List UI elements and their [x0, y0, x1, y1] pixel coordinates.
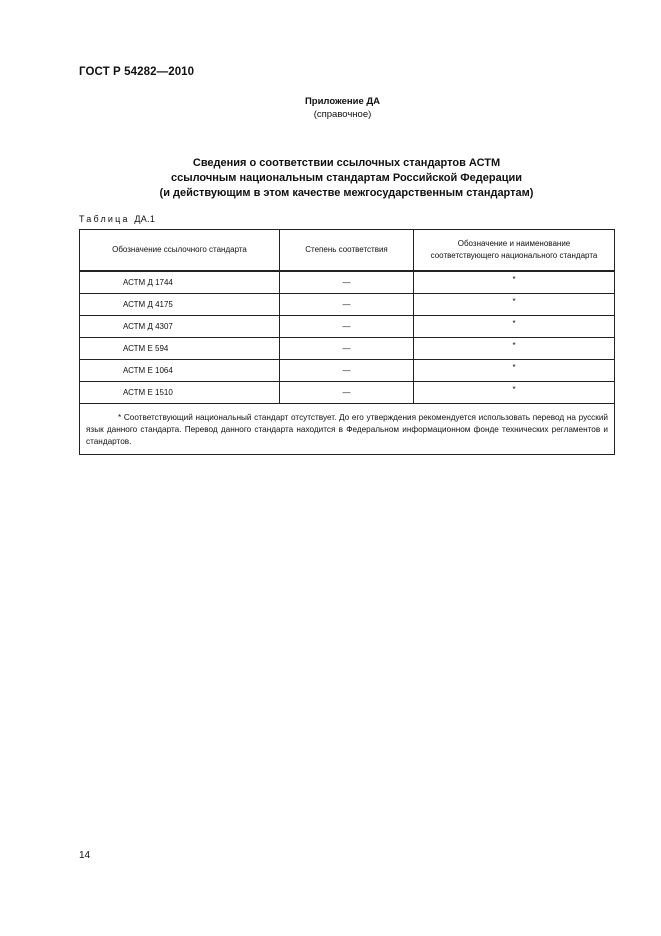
row-national-standard: [414, 382, 615, 404]
table-row: [80, 316, 615, 338]
footnote-marker: *: [512, 385, 516, 394]
row-standard-code: АСТМ Е 1510: [80, 382, 280, 404]
row-standard-code: АСТМ Д 4175: [80, 294, 280, 316]
document-code: ГОСТ Р 54282—2010: [79, 66, 195, 78]
row-national-standard: [414, 338, 615, 360]
table-row: [80, 271, 615, 294]
row-standard-code: АСТМ Д 4307: [80, 316, 280, 338]
footnote-text: * Соответствующий национальный стандарт отсутствует. До его утверждения рекомендуется использовать перевод на русский язык данного стандарта. Перевод данного стандарта находится в Федеральном информационном фонде технических регламентов и стандартов.: [86, 413, 608, 446]
table-row: [80, 360, 615, 382]
table-header-row: [80, 230, 615, 272]
row-national-standard: [414, 271, 615, 294]
row-national-standard: [414, 316, 615, 338]
header-national-standard-line-2: соответствующего национального стандарта: [430, 251, 598, 260]
heading-line-1: Сведения о соответствии ссылочных стандартов АСТМ: [192, 157, 501, 169]
row-national-standard: [414, 294, 615, 316]
row-degree: —: [280, 316, 414, 338]
row-degree: —: [280, 382, 414, 404]
table-caption: [79, 214, 155, 224]
row-degree: —: [280, 338, 414, 360]
row-degree: —: [280, 294, 414, 316]
header-national-standard-line-1: Обозначение и наименование: [457, 239, 571, 248]
heading-line-3: (и действующим в этом качестве межгосударственным стандартам): [159, 187, 534, 199]
header-degree-of-conformity: Степень соответствия: [280, 230, 414, 272]
appendix-header: [0, 95, 661, 121]
heading-line-2: ссылочным национальным стандартам Российской Федерации: [170, 172, 523, 184]
table-footnote-row: [80, 404, 615, 455]
row-degree: —: [280, 360, 414, 382]
standards-table: [79, 229, 615, 455]
footnote-marker: *: [512, 363, 516, 372]
row-standard-code: АСТМ Е 594: [80, 338, 280, 360]
header-reference-standard: Обозначение ссылочного стандарта: [80, 230, 280, 272]
row-national-standard: [414, 360, 615, 382]
table-row: [80, 338, 615, 360]
footnote-marker: *: [512, 297, 516, 306]
appendix-title: Приложение ДА: [304, 96, 381, 107]
page-number: 14: [79, 850, 91, 861]
row-standard-code: АСТМ Е 1064: [80, 360, 280, 382]
footnote-marker: *: [512, 341, 516, 350]
section-heading: [79, 156, 614, 201]
row-degree: —: [280, 271, 414, 294]
table-number: ДА.1: [134, 214, 156, 224]
table-row: [80, 294, 615, 316]
table-footnote: [80, 404, 615, 455]
header-national-standard: [414, 230, 615, 272]
table-row: [80, 382, 615, 404]
appendix-subtitle: (справочное): [313, 109, 372, 120]
footnote-marker: *: [512, 319, 516, 328]
table-caption-word: Таблица: [79, 214, 130, 224]
row-standard-code: АСТМ Д 1744: [80, 271, 280, 294]
footnote-marker: *: [512, 275, 516, 284]
